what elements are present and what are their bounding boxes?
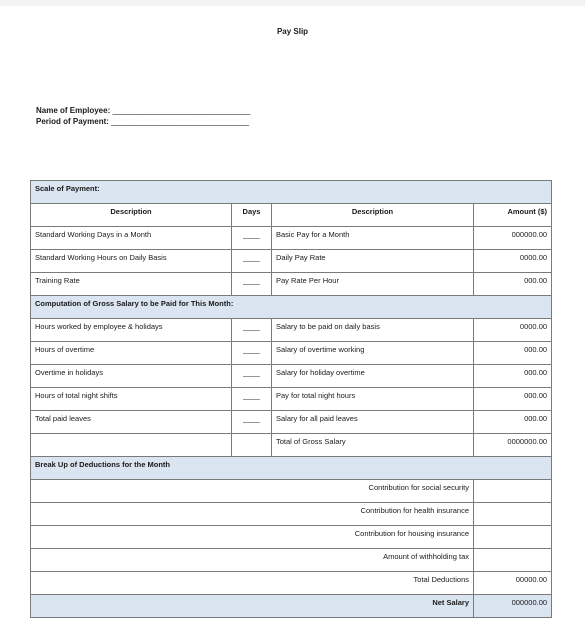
days-blank: ____ xyxy=(232,250,272,273)
gross-total-row xyxy=(31,434,552,457)
deduction-amount xyxy=(474,480,552,503)
row-description: Hours worked by employee & holidays xyxy=(31,319,232,342)
gross-total-label: Total of Gross Salary xyxy=(272,434,474,457)
row-description: Hours of total night shifts xyxy=(31,388,232,411)
deduction-row xyxy=(31,526,552,549)
table-row xyxy=(31,319,552,342)
deductions-section-header xyxy=(31,457,552,480)
deduction-row xyxy=(31,503,552,526)
scale-heading: Scale of Payment: xyxy=(31,181,552,204)
net-salary-amount: 000000.00 xyxy=(474,595,552,618)
row-amount: 0000.00 xyxy=(474,319,552,342)
deduction-row xyxy=(31,480,552,503)
total-deductions-amount: 00000.00 xyxy=(474,572,552,595)
net-salary-label: Net Salary xyxy=(31,595,474,618)
employee-name-label: Name of Employee: xyxy=(36,106,111,115)
gross-section-header xyxy=(31,296,552,319)
empty-cell xyxy=(31,434,232,457)
days-blank: ____ xyxy=(232,342,272,365)
col-header-description-right: Description xyxy=(272,204,474,227)
row-pay-description: Daily Pay Rate xyxy=(272,250,474,273)
payment-period-blank: _______________________________ xyxy=(111,117,250,126)
row-amount: 000.00 xyxy=(474,388,552,411)
row-description: Training Rate xyxy=(31,273,232,296)
table-row xyxy=(31,227,552,250)
pay-slip-table xyxy=(30,180,552,618)
column-header-row xyxy=(31,204,552,227)
row-pay-description: Salary for holiday overtime xyxy=(272,365,474,388)
row-amount: 000.00 xyxy=(474,273,552,296)
deduction-label: Contribution for health insurance xyxy=(31,503,474,526)
net-salary-row xyxy=(31,595,552,618)
page-title: Pay Slip xyxy=(276,27,309,36)
row-amount: 000.00 xyxy=(474,411,552,434)
days-blank: ____ xyxy=(232,365,272,388)
employee-name-blank: _______________________________ xyxy=(112,106,251,115)
days-blank: ____ xyxy=(232,273,272,296)
deductions-heading: Break Up of Deductions for the Month xyxy=(31,457,552,480)
row-pay-description: Salary to be paid on daily basis xyxy=(272,319,474,342)
row-amount: 000000.00 xyxy=(474,227,552,250)
table-row xyxy=(31,250,552,273)
deduction-row xyxy=(31,572,552,595)
page-top-band xyxy=(0,0,585,6)
days-blank: ____ xyxy=(232,227,272,250)
table-row xyxy=(31,273,552,296)
deduction-label: Contribution for social security xyxy=(31,480,474,503)
days-blank: ____ xyxy=(232,388,272,411)
col-header-amount: Amount ($) xyxy=(474,204,552,227)
table-row xyxy=(31,411,552,434)
scale-section-header xyxy=(31,181,552,204)
gross-heading: Computation of Gross Salary to be Paid for This Month: xyxy=(31,296,552,319)
table-row xyxy=(31,365,552,388)
row-pay-description: Basic Pay for a Month xyxy=(272,227,474,250)
payment-period-line xyxy=(36,117,249,126)
row-amount: 0000.00 xyxy=(474,250,552,273)
deduction-label: Amount of withholding tax xyxy=(31,549,474,572)
deduction-amount xyxy=(474,526,552,549)
row-description: Standard Working Days in a Month xyxy=(31,227,232,250)
deduction-amount xyxy=(474,549,552,572)
row-pay-description: Pay for total night hours xyxy=(272,388,474,411)
row-pay-description: Salary for all paid leaves xyxy=(272,411,474,434)
deduction-row xyxy=(31,549,552,572)
row-description: Standard Working Hours on Daily Basis xyxy=(31,250,232,273)
row-description: Overtime in holidays xyxy=(31,365,232,388)
payment-period-label: Period of Payment: xyxy=(36,117,109,126)
deduction-label: Contribution for housing insurance xyxy=(31,526,474,549)
row-pay-description: Salary of overtime working xyxy=(272,342,474,365)
empty-cell xyxy=(232,434,272,457)
gross-total-amount: 0000000.00 xyxy=(474,434,552,457)
col-header-description-left: Description xyxy=(31,204,232,227)
row-amount: 000.00 xyxy=(474,342,552,365)
deduction-amount xyxy=(474,503,552,526)
days-blank: ____ xyxy=(232,411,272,434)
table-row xyxy=(31,388,552,411)
row-amount: 000.00 xyxy=(474,365,552,388)
table-row xyxy=(31,342,552,365)
row-description: Total paid leaves xyxy=(31,411,232,434)
total-deductions-label: Total Deductions xyxy=(31,572,474,595)
row-pay-description: Pay Rate Per Hour xyxy=(272,273,474,296)
days-blank: ____ xyxy=(232,319,272,342)
col-header-days: Days xyxy=(232,204,272,227)
row-description: Hours of overtime xyxy=(31,342,232,365)
employee-name-line xyxy=(36,106,250,115)
